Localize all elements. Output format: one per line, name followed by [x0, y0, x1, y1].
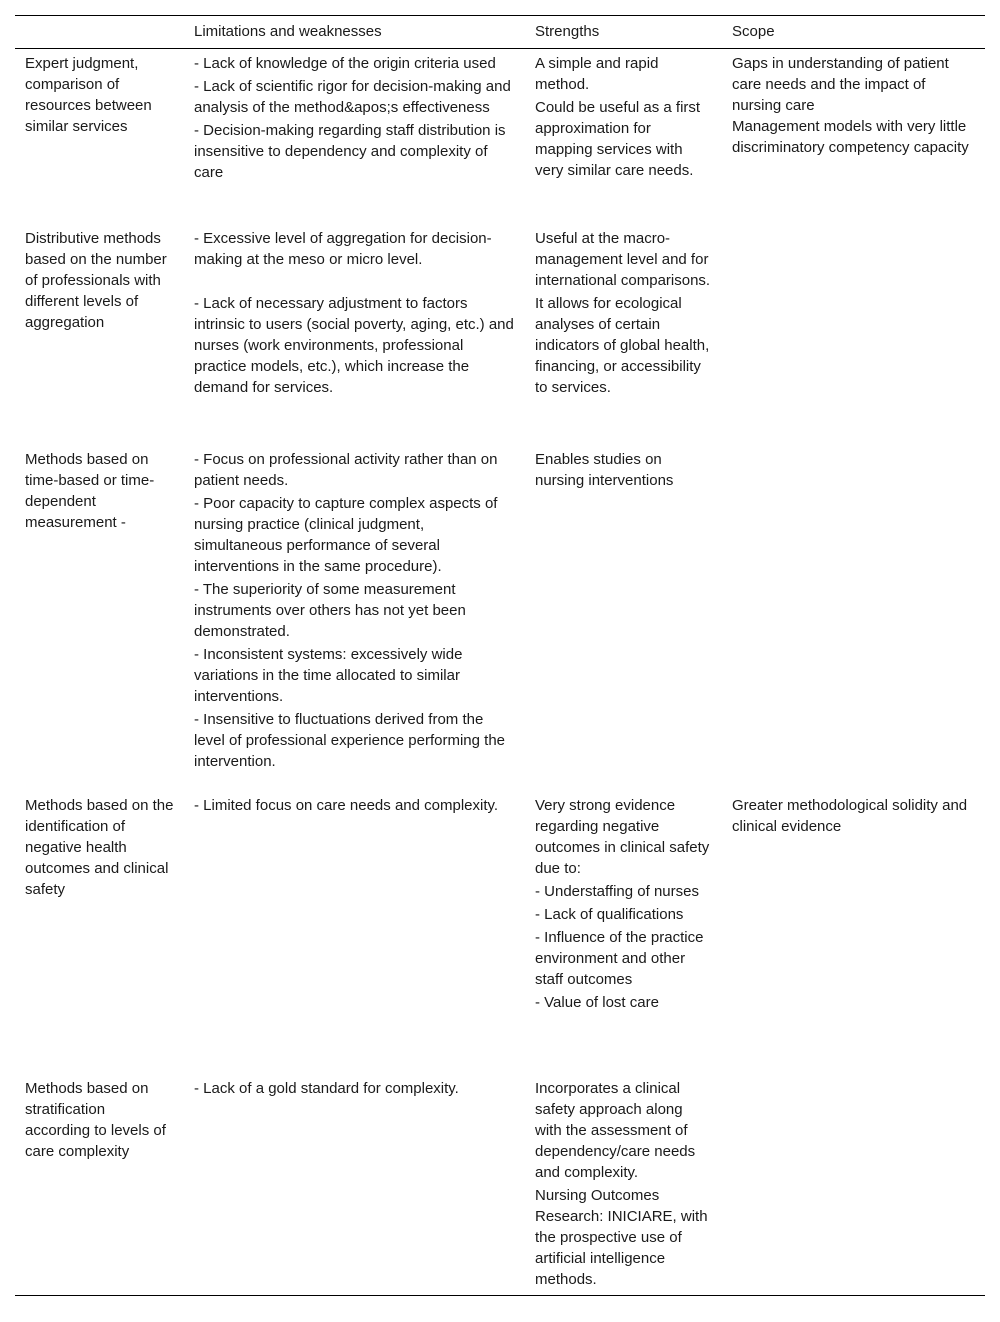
strength-item: - Influence of the practice environment and other staff outcomes — [535, 928, 704, 988]
table-row — [15, 1075, 985, 1296]
strength-item: Incorporates a clinical safety approach along with the assessment of dependency/care needs and complexity. — [535, 1079, 696, 1181]
method-text: Methods based on the identification of negative health outcomes and clinical safety — [25, 796, 174, 898]
limitation-item: - Insensitive to fluctuations derived from the level of professional experience performing the intervention. — [194, 710, 506, 770]
limitation-item: - Poor capacity to capture complex aspects of nursing practice (clinical judgment, simultaneous performance of several interventions in the same procedure). — [194, 494, 498, 575]
header-method — [15, 16, 184, 49]
limitations-cell — [184, 792, 525, 1075]
strength-item: Nursing Outcomes Research: INICIARE, with the prospective use of artificial intelligence methods. — [535, 1186, 708, 1288]
limitation-item: - Lack of a gold standard for complexity. — [194, 1079, 459, 1097]
table-row — [15, 446, 985, 792]
limitations-cell — [184, 49, 525, 225]
scope-item: Gaps in understanding of patient care needs and the impact of nursing care — [732, 55, 949, 114]
method-text: Methods based on stratification according to levels of care complexity — [25, 1079, 166, 1160]
scope-cell — [722, 225, 985, 446]
scope-item: Management models with very little discriminatory competency capacity — [732, 118, 969, 156]
method-text: Methods based on time-based or time-dependent measurement - — [25, 450, 155, 531]
strength-item: - Understaffing of nurses — [535, 882, 699, 900]
strengths-cell — [525, 225, 722, 446]
limitations-cell — [184, 446, 525, 792]
table-row — [15, 792, 985, 1075]
strength-item: Useful at the macro-management level and for international comparisons. — [535, 229, 711, 289]
table-row — [15, 49, 985, 225]
header-row — [15, 16, 985, 49]
limitation-item: - Lack of scientific rigor for decision-making and analysis of the method&apos;s effectiveness — [194, 78, 511, 116]
strength-item: It allows for ecological analyses of certain indicators of global health, financing, or accessibility to services. — [535, 294, 710, 396]
strength-item: Enables studies on nursing interventions — [535, 450, 674, 489]
limitation-item: - Lack of necessary adjustment to factors intrinsic to users (social poverty, aging, etc.) and nurses (work environments, professional practice models, etc.), which increase the demand for services. — [194, 294, 514, 396]
strength-item: - Value of lost care — [535, 993, 659, 1011]
comparison-table — [15, 15, 985, 1296]
limitations-cell — [184, 1075, 525, 1296]
header-strengths: Strengths — [535, 23, 600, 40]
header-limitations: Limitations and weaknesses — [194, 23, 382, 40]
strengths-cell — [525, 49, 722, 225]
limitation-item: - Decision-making regarding staff distribution is insensitive to dependency and complexity of care — [194, 122, 506, 181]
limitation-item: - Excessive level of aggregation for decision-making at the meso or micro level. — [194, 229, 492, 268]
scope-cell — [722, 792, 985, 1075]
method-cell — [15, 49, 184, 225]
method-cell — [15, 1075, 184, 1296]
limitations-cell — [184, 225, 525, 446]
method-cell — [15, 792, 184, 1075]
limitation-item: - Limited focus on care needs and complexity. — [194, 796, 499, 814]
table-body — [15, 49, 985, 1296]
method-cell — [15, 225, 184, 446]
limitation-item: - Inconsistent systems: excessively wide variations in the time allocated to similar interventions. — [194, 645, 463, 705]
method-text: Expert judgment, comparison of resources between similar services — [25, 55, 152, 135]
scope-cell — [722, 1075, 985, 1296]
header-scope: Scope — [732, 23, 775, 40]
limitation-item: - Lack of knowledge of the origin criteria used — [194, 55, 496, 72]
strengths-cell — [525, 446, 722, 792]
table-header — [15, 16, 985, 49]
strength-item: Very strong evidence regarding negative outcomes in clinical safety due to: — [535, 796, 710, 877]
strength-item: A simple and rapid method. — [535, 55, 659, 93]
table-row — [15, 225, 985, 446]
scope-item: Greater methodological solidity and clinical evidence — [732, 796, 968, 835]
scope-cell — [722, 49, 985, 225]
method-cell — [15, 446, 184, 792]
limitation-item: - Focus on professional activity rather than on patient needs. — [194, 450, 498, 489]
limitation-item: - The superiority of some measurement instruments over others has not yet been demonstrated. — [194, 580, 466, 640]
method-text: Distributive methods based on the number of professionals with different levels of aggregation — [25, 229, 167, 331]
strengths-cell — [525, 1075, 722, 1296]
strength-item: - Lack of qualifications — [535, 905, 684, 923]
comparison-table-container — [15, 15, 985, 1296]
strengths-cell — [525, 792, 722, 1075]
scope-cell — [722, 446, 985, 792]
strength-item: Could be useful as a first approximation for mapping services with very similar care needs. — [535, 99, 701, 179]
